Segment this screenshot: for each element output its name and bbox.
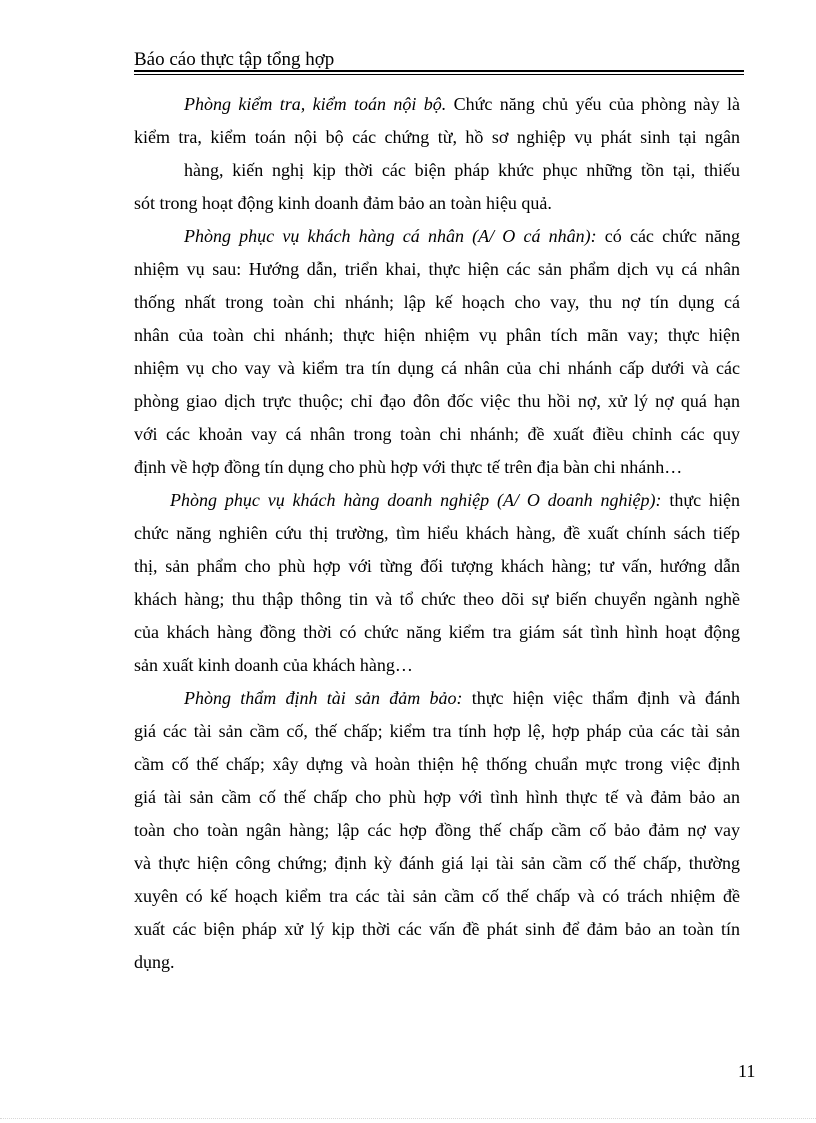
section-heading-personal-customers: Phòng phục vụ khách hàng cá nhân (A/ O cá nhân): xyxy=(184,226,597,246)
paragraph-4-line-3: cầm cố thế chấp; xây dựng và hoàn thiện hệ thống chuẩn mực trong việc định xyxy=(134,754,740,774)
paragraph-2-line-8: định về hợp đồng tín dụng cho phù hợp với thực tế trên địa bàn chi nhánh… xyxy=(134,457,683,477)
paragraph-3-line-6: sản xuất kinh doanh của khách hàng… xyxy=(134,655,413,675)
text-run: thực hiện xyxy=(661,490,740,510)
header-rule-thick xyxy=(134,70,744,72)
paragraph-4-line-7: xuyên có kế hoạch kiểm tra các tài sản cầm cố thế chấp và có trách nhiệm đề xyxy=(134,886,740,906)
paragraph-3-line-1 xyxy=(134,484,740,517)
text-run: Chức năng chủ yếu của phòng này là xyxy=(446,94,740,114)
paragraph-3-line-4: khách hàng; thu thập thông tin và tổ chức theo dõi sự biến chuyển ngành nghề xyxy=(134,589,740,609)
paragraph-1-line-4: sót trong hoạt động kinh doanh đảm bảo an toàn hiệu quả. xyxy=(134,193,552,213)
header-rule-thin xyxy=(134,74,744,75)
paragraph-4-line-4: giá tài sản cầm cố thế chấp cho phù hợp với tình hình thực tế và đảm bảo an xyxy=(134,787,740,807)
paragraph-4-line-1 xyxy=(134,682,740,715)
paragraph-1-line-1 xyxy=(134,88,740,121)
page-bottom-border xyxy=(0,1118,816,1120)
paragraph-4-line-6: và thực hiện công chứng; định kỳ đánh giá lại tài sản cầm cố thế chấp, thường xyxy=(134,853,740,873)
paragraph-4-line-2: giá các tài sản cầm cố, thế chấp; kiểm tra tính hợp lệ, hợp pháp của các tài sản xyxy=(134,721,740,741)
paragraph-4-line-9: dụng. xyxy=(134,952,175,972)
paragraph-3-line-2: chức năng nghiên cứu thị trường, tìm hiểu khách hàng, đề xuất chính sách tiếp xyxy=(134,523,740,543)
section-heading-internal-audit: Phòng kiểm tra, kiểm toán nội bộ. xyxy=(184,94,447,114)
paragraph-2-line-2: nhiệm vụ sau: Hướng dẫn, triển khai, thực hiện các sản phẩm dịch vụ cá nhân xyxy=(134,259,740,279)
paragraph-4-line-5: toàn cho toàn ngân hàng; lập các hợp đồng thế chấp cầm cố bảo đảm nợ vay xyxy=(134,820,740,840)
paragraph-1-line-3: hàng, kiến nghị kịp thời các biện pháp khức phục những tồn tại, thiếu xyxy=(184,160,740,180)
paragraph-1-line-2: kiểm tra, kiểm toán nội bộ các chứng từ, hồ sơ nghiệp vụ phát sinh tại ngân xyxy=(134,127,740,147)
paragraph-2-line-6: phòng giao dịch trực thuộc; chỉ đạo đôn đốc việc thu hồi nợ, xử lý nợ quá hạn xyxy=(134,391,740,411)
text-run: có các chức năng xyxy=(596,226,740,246)
paragraph-2-line-4: nhân của toàn chi nhánh; thực hiện nhiệm vụ phân tích mãn vay; thực hiện xyxy=(134,325,740,345)
text-run: thực hiện việc thẩm định và đánh xyxy=(462,688,740,708)
paragraph-2-line-7: với các khoản vay cá nhân trong toàn chi nhánh; đề xuất điều chỉnh các quy xyxy=(134,424,740,444)
header-title: Báo cáo thực tập tổng hợp xyxy=(134,49,335,70)
document-body xyxy=(134,88,740,979)
paragraph-2-line-3: thống nhất trong toàn chi nhánh; lập kế hoạch cho vay, thu nợ tín dụng cá xyxy=(134,292,740,312)
paragraph-3-line-3: thị, sản phẩm cho phù hợp với từng đối tượng khách hàng; tư vấn, hướng dẫn xyxy=(134,556,740,576)
section-heading-collateral-appraisal: Phòng thẩm định tài sản đảm bảo: xyxy=(184,688,463,708)
page-number: 11 xyxy=(738,1061,756,1081)
paragraph-3-line-5: của khách hàng đồng thời có chức năng kiểm tra giám sát tình hình hoạt động xyxy=(134,622,740,642)
paragraph-2-line-5: nhiệm vụ cho vay và kiểm tra tín dụng cá nhân của chi nhánh cấp dưới và các xyxy=(134,358,740,378)
paragraph-4-line-8: xuất các biện pháp xử lý kịp thời các vấn đề phát sinh để đảm bảo an toàn tín xyxy=(134,919,740,939)
section-heading-business-customers: Phòng phục vụ khách hàng doanh nghiệp (A/ O doanh nghiệp): xyxy=(170,490,662,510)
paragraph-2-line-1 xyxy=(134,220,740,253)
